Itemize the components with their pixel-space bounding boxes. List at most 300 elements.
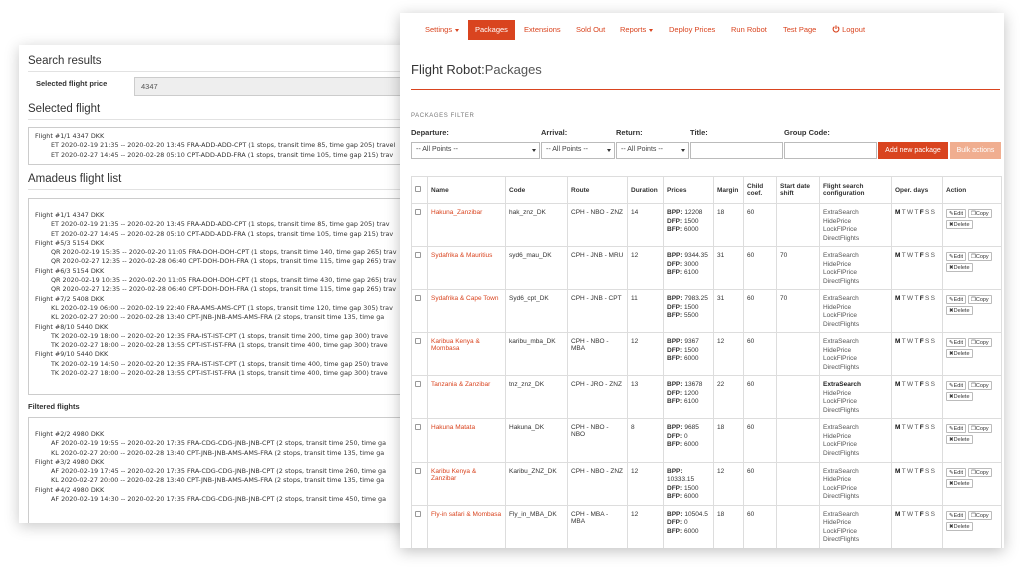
weekday-toggle[interactable]: S (930, 467, 935, 475)
row-checkbox[interactable] (415, 338, 421, 344)
weekday-toggle[interactable]: W (907, 209, 914, 216)
weekday-toggle[interactable]: S (925, 424, 930, 432)
flight-summary-line: Flight #3/2 4980 DKK (35, 457, 105, 466)
copy-icon: ❐ (970, 469, 976, 476)
package-prices (664, 419, 714, 462)
pencil-icon: ✎ (949, 383, 954, 390)
weekday-toggle[interactable]: M (895, 510, 901, 518)
weekday-toggle[interactable]: S (925, 338, 930, 346)
edit-button[interactable]: ✎Edit (946, 511, 966, 520)
package-start-shift: 70 (777, 290, 820, 333)
weekday-toggle[interactable]: S (930, 381, 935, 389)
package-start-shift (777, 419, 820, 462)
weekday-toggle[interactable]: M (895, 252, 901, 260)
weekday-toggle[interactable]: T (914, 381, 919, 389)
config-item: HidePrice (823, 303, 852, 311)
package-name-link[interactable]: Fly-in safari & Mombasa (428, 505, 506, 548)
weekday-toggle[interactable]: S (930, 252, 935, 260)
row-checkbox[interactable] (415, 252, 421, 258)
package-oper-days (892, 333, 943, 376)
weekday-toggle[interactable]: T (914, 338, 919, 346)
package-code: Karibu_ZNZ_DK (506, 462, 568, 505)
weekday-toggle[interactable]: S (930, 209, 935, 216)
config-item: LockFlPrice (823, 398, 857, 406)
package-search-config (820, 290, 892, 333)
package-route: CPH - MBA - MBA (568, 505, 628, 548)
package-code: karibu_mba_DK (506, 333, 568, 376)
weekday-toggle[interactable]: F (919, 252, 924, 260)
copy-button[interactable]: ❐Copy (968, 209, 992, 218)
package-oper-days (892, 247, 943, 290)
package-duration: 11 (628, 290, 664, 333)
dfp-value: 1500 (683, 346, 699, 354)
bfp-label: BFP: (667, 226, 683, 233)
package-search-config (820, 247, 892, 290)
bpp-value: 10333.15 (667, 476, 695, 484)
divider (28, 189, 419, 190)
package-child-coef: 60 (744, 247, 777, 290)
column-header-route: Route (568, 177, 628, 204)
package-oper-days (892, 290, 943, 333)
package-name-link[interactable]: Sydafrika & Mauritius (428, 247, 506, 290)
package-duration: 12 (628, 462, 664, 505)
package-name-link[interactable]: Karibua Kenya & Mombasa (428, 333, 506, 376)
edit-button[interactable]: ✎Edit (946, 424, 966, 433)
weekday-toggle[interactable]: F (919, 424, 924, 432)
weekday-toggle[interactable]: F (919, 467, 924, 475)
config-item: LockFlPrice (823, 527, 857, 535)
copy-button[interactable]: ❐Copy (968, 252, 992, 261)
return-select[interactable]: -- All Points -- (616, 142, 689, 159)
arrival-select[interactable]: -- All Points -- (541, 142, 615, 159)
flight-segment-line: QR 2020-02-19 15:35 -- 2020-02-20 11:05 FRA-DOH-DOH-CPT (1 stops, transit time 140, time gap 265) trav (51, 248, 397, 257)
weekday-toggle[interactable]: M (895, 338, 901, 346)
nav-sold-out[interactable]: Sold Out (576, 25, 606, 34)
package-actions (943, 419, 1002, 462)
weekday-toggle[interactable]: T (914, 467, 919, 475)
copy-button[interactable]: ❐Copy (968, 381, 992, 390)
package-start-shift (777, 333, 820, 376)
flight-summary-line: Flight #1/1 4347 DKK (35, 132, 105, 140)
table-row (412, 376, 1002, 419)
table-row (412, 419, 1002, 462)
row-checkbox[interactable] (415, 424, 421, 430)
package-margin: 18 (714, 419, 744, 462)
dropdown-arrow-icon (532, 149, 536, 152)
config-item: HidePrice (823, 260, 852, 268)
copy-button[interactable]: ❐Copy (968, 338, 992, 347)
weekday-toggle[interactable]: F (919, 338, 924, 346)
weekday-toggle[interactable]: T (901, 381, 906, 389)
package-duration: 12 (628, 247, 664, 290)
config-item: ExtraSearch (823, 381, 861, 389)
bpp-value: 9685 (684, 424, 699, 432)
config-item: DirectFlights (823, 363, 860, 371)
package-search-config (820, 419, 892, 462)
table-row (412, 290, 1002, 333)
row-select-cell[interactable] (412, 333, 428, 376)
flight-segment-line: KL 2020-02-19 06:00 -- 2020-02-19 22:40 FRA-AMS-AMS-CPT (1 stops, transit time 120, time gap 305) trav (51, 303, 393, 312)
bfp-label: BFP: (667, 312, 683, 320)
filtered-flights-heading: Filtered flights (28, 402, 80, 411)
weekday-toggle[interactable]: S (925, 295, 930, 303)
package-route: CPH - JNB - CPT (568, 290, 628, 333)
copy-icon: ❐ (970, 340, 976, 347)
weekday-toggle[interactable]: S (930, 424, 935, 432)
flight-segment-line: ET 2020-02-19 21:35 -- 2020-02-20 13:45 FRA-ADD-ADD-CPT (1 stops, transit time 85, time gap 205) trav (51, 220, 390, 229)
package-search-config (820, 204, 892, 247)
weekday-toggle[interactable]: F (919, 295, 924, 303)
divider (28, 119, 419, 120)
copy-icon: ❐ (970, 426, 976, 433)
weekday-toggle[interactable]: W (907, 467, 914, 475)
bfp-label: BFP: (667, 355, 683, 363)
package-duration: 12 (628, 333, 664, 376)
flight-summary-line: Flight #7/2 5408 DKK (35, 294, 105, 303)
nav-test-page[interactable]: Test Page (783, 25, 817, 34)
close-icon: ✖ (949, 351, 954, 358)
config-item: ExtraSearch (823, 424, 859, 432)
chevron-down-icon (649, 29, 653, 32)
weekday-toggle[interactable]: S (930, 295, 935, 303)
package-name-link[interactable]: Hakuna Matata (428, 419, 506, 462)
dfp-value: 3000 (683, 260, 699, 268)
copy-button[interactable]: ❐Copy (968, 468, 992, 477)
weekday-toggle[interactable]: S (930, 338, 935, 346)
package-search-config (820, 333, 892, 376)
arrival-label: Arrival: (541, 128, 568, 137)
package-actions (943, 505, 1002, 548)
bfp-value: 6000 (683, 493, 699, 501)
edit-button[interactable]: ✎Edit (946, 209, 966, 218)
package-child-coef: 60 (744, 419, 777, 462)
weekday-toggle[interactable]: S (930, 510, 935, 518)
config-item: DirectFlights (823, 277, 860, 285)
copy-icon: ❐ (970, 383, 976, 390)
column-header-code: Code (506, 177, 568, 204)
package-margin: 12 (714, 462, 744, 505)
package-name-link[interactable]: Sydafrika & Cape Town (428, 290, 506, 333)
select-all-checkbox[interactable] (415, 186, 421, 192)
table-row (412, 333, 1002, 376)
weekday-toggle[interactable]: T (914, 424, 919, 432)
group-code-input[interactable] (784, 142, 877, 159)
bfp-label: BFP: (667, 441, 683, 449)
dfp-value: 0 (683, 519, 688, 527)
package-start-shift: 70 (777, 247, 820, 290)
close-icon: ✖ (949, 394, 954, 401)
weekday-toggle[interactable]: T (901, 338, 906, 346)
config-item: LockFlPrice (823, 484, 857, 492)
delete-button[interactable]: ✖Delete (946, 522, 973, 531)
dfp-label: DFP: (667, 519, 683, 527)
flight-segment-line: TK 2020-02-19 18:00 -- 2020-02-20 12:35 FRA-IST-IST-CPT (1 stops, transit time 200, time gap 300) trave (51, 331, 389, 340)
row-checkbox[interactable] (415, 468, 421, 474)
weekday-toggle[interactable]: T (914, 209, 919, 216)
row-select-cell[interactable] (412, 290, 428, 333)
selected-price-label: Selected flight price (36, 79, 108, 88)
amadeus-flight-list[interactable] (28, 198, 419, 395)
bpp-value: 13678 (684, 381, 703, 389)
bpp-label: BPP: (667, 252, 683, 260)
row-checkbox[interactable] (415, 295, 421, 301)
flight-summary-line: Flight #4/2 4980 DKK (35, 485, 105, 494)
weekday-toggle[interactable]: T (914, 295, 919, 303)
package-route: CPH - NBO - ZNZ (568, 204, 628, 247)
nav-extensions[interactable]: Extensions (524, 25, 561, 34)
search-results-heading: Search results (28, 55, 102, 67)
bpp-label: BPP: (667, 510, 683, 518)
column-header-action: Action (943, 177, 1002, 204)
filtered-flights-list[interactable] (28, 417, 419, 523)
weekday-toggle[interactable]: W (907, 381, 914, 389)
package-code: Hakuna_DK (506, 419, 568, 462)
weekday-toggle[interactable]: S (925, 209, 930, 216)
weekday-toggle[interactable]: F (919, 209, 924, 216)
title-input[interactable] (690, 142, 783, 159)
weekday-toggle[interactable]: S (925, 510, 930, 518)
package-prices (664, 333, 714, 376)
config-item: ExtraSearch (823, 467, 859, 475)
package-actions (943, 247, 1002, 290)
table-header-row (412, 177, 1002, 204)
copy-button[interactable]: ❐Copy (968, 295, 992, 304)
dfp-value: 1500 (683, 484, 699, 492)
bfp-value: 6000 (683, 355, 699, 363)
delete-button[interactable]: ✖Delete (946, 306, 973, 315)
amadeus-heading: Amadeus flight list (28, 173, 122, 185)
row-select-cell[interactable] (412, 462, 428, 505)
dfp-value: 1200 (683, 389, 699, 397)
column-header-oper-days: Oper. days (892, 177, 943, 204)
weekday-toggle[interactable]: W (907, 338, 914, 346)
package-code: Syd6_cpt_DK (506, 290, 568, 333)
flight-segment-line: AF 2020-02-19 17:45 -- 2020-02-20 17:35 FRA-CDG-CDG-JNB-JNB-CPT (2 stops, transit time 260, time ga (51, 467, 387, 476)
flight-segment-line: TK 2020-02-27 18:00 -- 2020-02-28 13:55 CPT-IST-IST-FRA (1 stops, transit time 400, time gap 300) trave (51, 341, 388, 350)
weekday-toggle[interactable]: M (895, 295, 901, 303)
weekday-toggle[interactable]: W (907, 424, 914, 432)
weekday-toggle[interactable]: W (907, 252, 914, 260)
package-name-link[interactable]: Karibu Kenya & Zanzibar (428, 462, 506, 505)
weekday-toggle[interactable]: T (914, 510, 919, 518)
package-route: CPH - NBO - ZNZ (568, 462, 628, 505)
selected-price-field[interactable]: 4347 (134, 77, 419, 96)
delete-button[interactable]: ✖Delete (946, 349, 973, 358)
config-item: HidePrice (823, 389, 852, 397)
flight-segment-line: TK 2020-02-27 18:00 -- 2020-02-28 13:55 CPT-IST-IST-FRA (1 stops, transit time 400, time gap 300) trave (51, 369, 388, 378)
dfp-label: DFP: (667, 432, 683, 440)
config-item: DirectFlights (823, 536, 860, 544)
flight-summary-line: Flight #2/2 4980 DKK (35, 430, 105, 438)
package-actions (943, 333, 1002, 376)
departure-label: Departure: (411, 128, 449, 137)
copy-icon: ❐ (970, 297, 976, 304)
package-route: CPH - JNB - MRU (568, 247, 628, 290)
nav-settings[interactable]: Settings (425, 20, 459, 40)
package-start-shift (777, 505, 820, 548)
flight-segment-line: QR 2020-02-27 12:35 -- 2020-02-28 06:40 CPT-DOH-DOH-FRA (1 stops, transit time 115, time gap 265) trav (51, 285, 397, 294)
weekday-toggle[interactable]: F (919, 381, 924, 389)
config-item: ExtraSearch (823, 252, 859, 260)
bpp-label: BPP: (667, 381, 683, 389)
package-margin: 12 (714, 333, 744, 376)
package-name-link[interactable]: Hakuna_Zanzibar (428, 204, 506, 247)
package-actions (943, 290, 1002, 333)
row-select-cell[interactable] (412, 247, 428, 290)
row-select-cell[interactable] (412, 419, 428, 462)
package-prices (664, 376, 714, 419)
row-checkbox[interactable] (415, 209, 421, 215)
search-results-window (19, 45, 419, 523)
package-oper-days (892, 204, 943, 247)
copy-icon: ❐ (970, 512, 976, 519)
weekday-toggle[interactable]: M (895, 424, 901, 432)
bpp-label: BPP: (667, 338, 683, 346)
edit-button[interactable]: ✎Edit (946, 338, 966, 347)
weekday-toggle[interactable]: S (925, 252, 930, 260)
row-select-cell[interactable] (412, 505, 428, 548)
dfp-value: 0 (683, 432, 688, 440)
dropdown-arrow-icon (607, 149, 611, 152)
close-icon: ✖ (949, 437, 954, 444)
row-checkbox[interactable] (415, 381, 421, 387)
package-oper-days (892, 462, 943, 505)
config-item: HidePrice (823, 217, 852, 225)
package-prices (664, 462, 714, 505)
delete-button[interactable]: ✖Delete (946, 435, 973, 444)
departure-select[interactable]: -- All Points -- (411, 142, 540, 159)
packages-filter-heading: PACKAGES FILTER (411, 113, 475, 119)
bpp-label: BPP: (667, 467, 683, 475)
nav-logout[interactable]: Logout (832, 20, 865, 40)
edit-button[interactable]: ✎Edit (946, 381, 966, 390)
edit-button[interactable]: ✎Edit (946, 468, 966, 477)
config-item: DirectFlights (823, 406, 860, 414)
config-item: LockFlPrice (823, 269, 857, 277)
package-margin: 31 (714, 290, 744, 333)
config-item: HidePrice (823, 476, 852, 484)
weekday-toggle[interactable]: T (901, 295, 906, 303)
bpp-value: 9344.35 (684, 252, 708, 260)
select-all-cell[interactable] (412, 177, 428, 204)
dfp-label: DFP: (667, 260, 683, 268)
package-duration: 8 (628, 419, 664, 462)
package-oper-days (892, 419, 943, 462)
config-item: ExtraSearch (823, 338, 859, 346)
flight-segment-line: ET 2020-02-27 14:45 -- 2020-02-28 05:10 CPT-ADD-ADD-FRA (1 stops, transit time 105, time gap 215) trav (51, 150, 394, 159)
weekday-toggle[interactable]: M (895, 209, 901, 216)
package-route: CPH - NBO - MBA (568, 333, 628, 376)
package-name-link[interactable]: Tanzania & Zanzibar (428, 376, 506, 419)
weekday-toggle[interactable]: W (907, 510, 914, 518)
nav-packages[interactable]: Packages (468, 20, 515, 40)
title-label: Title: (690, 128, 708, 137)
column-header-margin: Margin (714, 177, 744, 204)
weekday-toggle[interactable]: T (901, 252, 906, 260)
flight-summary-line: Flight #9/10 5440 DKK (35, 350, 109, 359)
edit-button[interactable]: ✎Edit (946, 295, 966, 304)
config-item: HidePrice (823, 432, 852, 440)
nav-deploy-prices[interactable]: Deploy Prices (669, 25, 716, 34)
bpp-value: 9367 (684, 338, 699, 346)
selected-flight-heading: Selected flight (28, 103, 101, 115)
weekday-toggle[interactable]: M (895, 467, 901, 475)
config-item: HidePrice (823, 346, 852, 354)
table-row (412, 204, 1002, 247)
delete-button[interactable]: ✖Delete (946, 220, 973, 229)
bpp-label: BPP: (667, 295, 683, 303)
row-select-cell[interactable] (412, 204, 428, 247)
weekday-toggle[interactable]: S (925, 381, 930, 389)
delete-button[interactable]: ✖Delete (946, 479, 973, 488)
copy-icon: ❐ (970, 211, 976, 217)
flight-segment-line: ET 2020-02-19 21:35 -- 2020-02-20 13:45 FRA-ADD-ADD-CPT (1 stops, transit time 85, time gap 205) travel (51, 141, 396, 150)
weekday-toggle[interactable]: T (914, 252, 919, 260)
delete-button[interactable]: ✖Delete (946, 392, 973, 401)
config-item: ExtraSearch (823, 209, 859, 216)
weekday-toggle[interactable]: M (895, 381, 901, 389)
column-header-duration: Duration (628, 177, 664, 204)
weekday-toggle[interactable]: W (907, 295, 914, 303)
copy-button[interactable]: ❐Copy (968, 424, 992, 433)
weekday-toggle[interactable]: T (901, 510, 906, 518)
pencil-icon: ✎ (949, 426, 954, 433)
add-new-package-button[interactable]: Add new package (878, 142, 948, 159)
package-oper-days (892, 376, 943, 419)
package-margin: 18 (714, 505, 744, 548)
flight-summary-line: Flight #8/10 5440 DKK (35, 322, 109, 331)
delete-button[interactable]: ✖Delete (946, 263, 973, 272)
weekday-toggle[interactable]: T (901, 424, 906, 432)
bfp-label: BFP: (667, 269, 683, 277)
dropdown-arrow-icon (681, 149, 685, 152)
config-item: DirectFlights (823, 320, 860, 328)
package-child-coef: 60 (744, 290, 777, 333)
row-select-cell[interactable] (412, 376, 428, 419)
bulk-actions-button[interactable]: Bulk actions (950, 142, 1001, 159)
weekday-toggle[interactable]: T (901, 209, 906, 216)
weekday-toggle[interactable]: S (925, 467, 930, 475)
package-child-coef: 60 (744, 376, 777, 419)
page-title: Flight Robot:Packages (411, 62, 542, 77)
dfp-value: 1500 (683, 217, 699, 225)
column-header-start-date-shift: Start date shift (777, 177, 820, 204)
close-icon: ✖ (949, 265, 954, 272)
package-duration: 12 (628, 505, 664, 548)
copy-button[interactable]: ❐Copy (968, 511, 992, 520)
package-search-config (820, 376, 892, 419)
weekday-toggle[interactable]: T (901, 467, 906, 475)
config-item: LockFlPrice (823, 355, 857, 363)
weekday-toggle[interactable]: F (919, 510, 924, 518)
row-checkbox[interactable] (415, 511, 421, 517)
nav-run-robot[interactable]: Run Robot (731, 25, 767, 34)
packages-window (400, 13, 1004, 548)
column-header-prices: Prices (664, 177, 714, 204)
config-item: ExtraSearch (823, 510, 859, 518)
bfp-value: 6000 (683, 441, 699, 449)
package-margin: 18 (714, 204, 744, 247)
nav-reports[interactable]: Reports (620, 20, 653, 40)
column-header-name: Name (428, 177, 506, 204)
close-icon: ✖ (949, 480, 954, 487)
bfp-value: 5500 (683, 312, 699, 320)
dfp-label: DFP: (667, 303, 683, 311)
flight-segment-line: AF 2020-02-19 14:30 -- 2020-02-20 17:35 FRA-CDG-CDG-JNB-JNB-CPT (2 stops, transit time 450, time ga (51, 495, 387, 504)
dfp-value: 1500 (683, 303, 699, 311)
config-item: LockFlPrice (823, 312, 857, 320)
edit-button[interactable]: ✎Edit (946, 252, 966, 261)
